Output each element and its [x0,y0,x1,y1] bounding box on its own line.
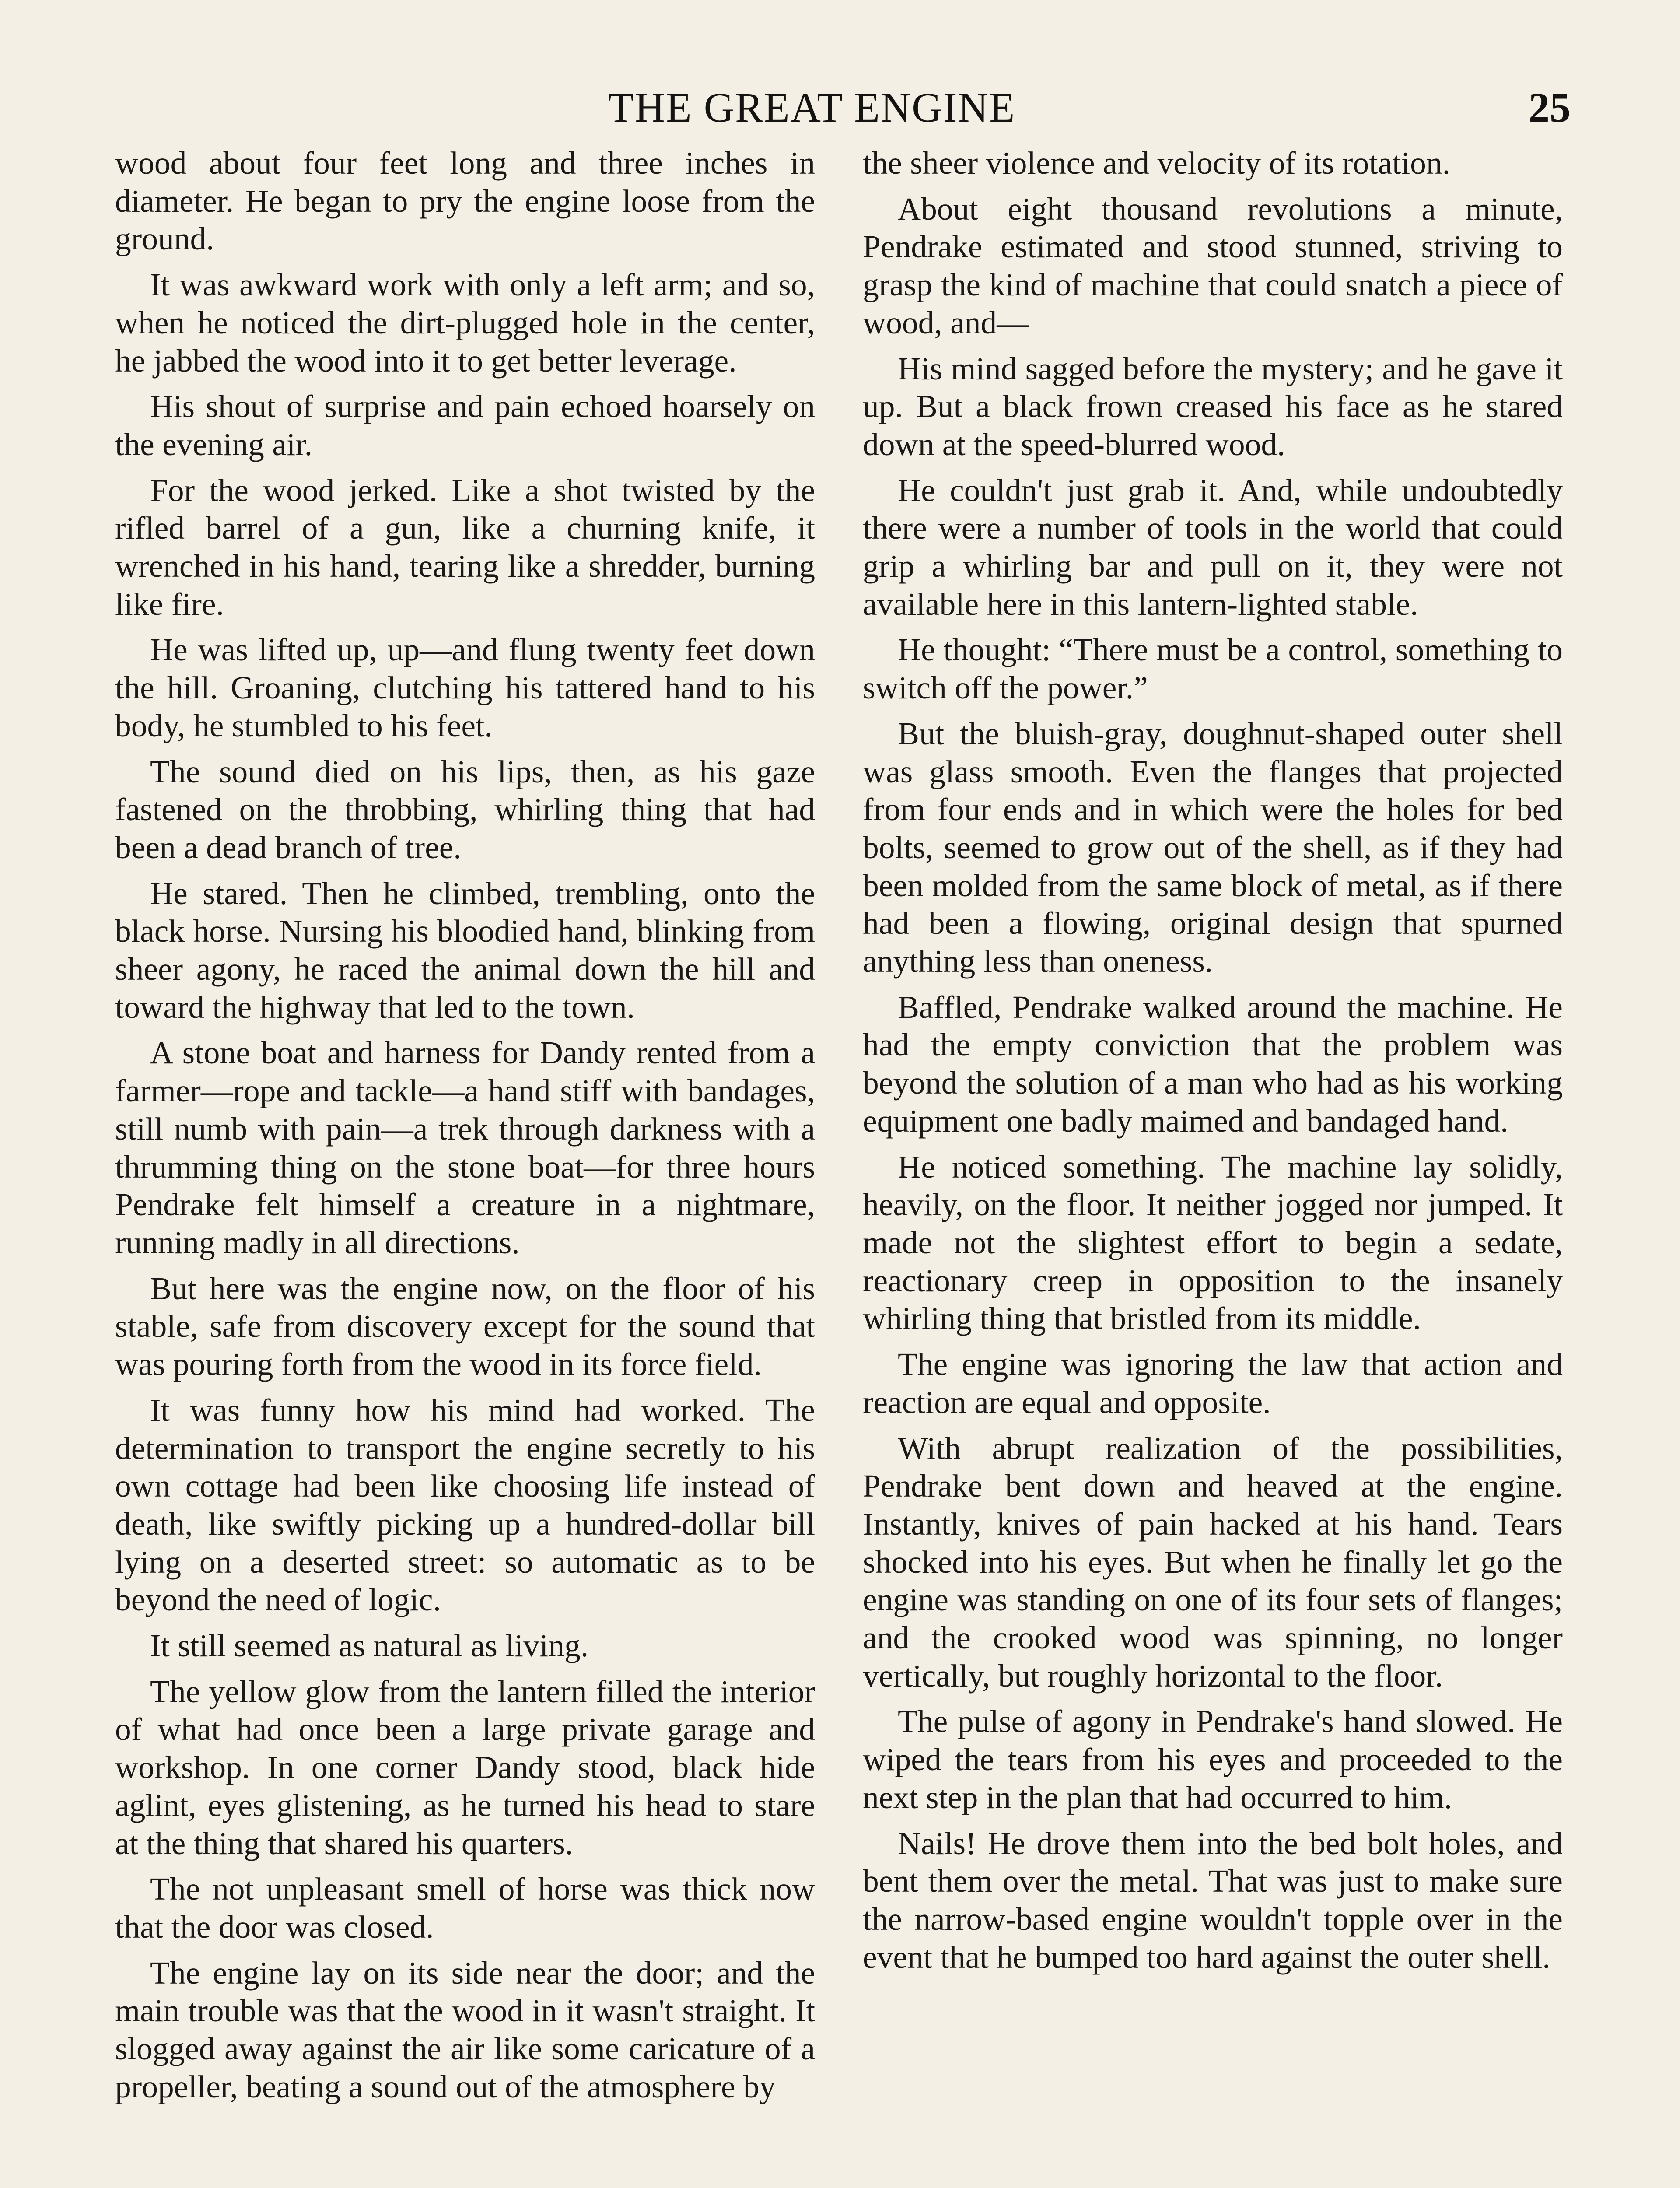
running-head [0,74,1680,136]
paragraph: He couldn't just grab it. And, while undoubtedly there were a number of tools in the world that could grip a whirling bar and pull on it, they were not available here in this lantern-lighted stable. [863,472,1563,622]
paragraph: With abrupt realization of the possibilities, Pendrake bent down and heaved at the engine. Instantly, knives of pain hacked at his hand. Tears shocked into his eyes. But when he finally let go the engine was standing on one of its four sets of flanges; and the crooked wood was spinning, no longer vertically, but roughly horizontal to the floor. [863,1430,1563,1694]
paragraph: The engine lay on its side near the door; and the main trouble was that the wood in it wasn't straight. It slogged away against the air like some caricature of a propeller, beating a sound out of the atmosphere by [115,1955,815,2104]
paragraph: But here was the engine now, on the floor of his stable, safe from discovery except for the sound that was pouring forth from the wood in its force field. [115,1270,815,1382]
paragraph: The sound died on his lips, then, as his gaze fastened on the throbbing, whirling thing that had been a dead branch of tree. [115,754,815,865]
right-column [863,144,1563,2188]
paragraph: the sheer violence and velocity of its rotation. [863,145,1450,181]
page-title: THE GREAT ENGINE [608,84,1016,131]
paragraph: About eight thousand revolutions a minute, Pendrake estimated and stood stunned, striving to grasp the kind of machine that could snatch a piece of wood, and— [863,191,1563,340]
paragraph: wood about four feet long and three inches in diameter. He began to pry the engine loose from the ground. [115,145,815,257]
paragraph: He noticed something. The machine lay solidly, heavily, on the floor. It neither jogged nor jumped. It made not the slightest effort to begin a sedate, reactionary creep in opposition to the insanely whirling thing that bristled from its middle. [863,1149,1563,1336]
paragraph: It was funny how his mind had worked. The determination to transport the engine secretly to his own cottage had been like choosing life instead of death, like swiftly picking up a hundred-dollar bill lying on a deserted street: so automatic as to be beyond the need of logic. [115,1392,815,1618]
paragraph: A stone boat and harness for Dandy rented from a farmer—rope and tackle—a hand stiff with bandages, still numb with pain—a trek through darkness with a thrumming thing on the stone boat—for three hours Pendrake felt himself a creature in a nightmare, running madly in all directions. [115,1035,815,1260]
paragraph: The engine was ignoring the law that action and reaction are equal and opposite. [863,1346,1563,1420]
paragraph: He stared. Then he climbed, trembling, onto the black horse. Nursing his bloodied hand, blinking from sheer agony, he raced the animal down the hill and toward the highway that led to the town. [115,875,815,1025]
page-number: 25 [1529,84,1571,131]
paragraph: For the wood jerked. Like a shot twisted by the rifled barrel of a gun, like a churning knife, it wrenched in his hand, tearing like a shredder, burning like fire. [115,472,815,622]
paragraph: The not unpleasant smell of horse was thick now that the door was closed. [115,1871,815,1945]
paragraph: Nails! He drove them into the bed bolt holes, and bent them over the metal. That was just to make sure the narrow-based engine wouldn't topple over in the event that he bumped too hard against the outer shell. [863,1825,1563,1975]
paragraph: Baffled, Pendrake walked around the machine. He had the empty conviction that the problem was beyond the solution of a man who had as his working equipment one badly maimed and bandaged hand. [863,989,1563,1139]
paragraph: It was awkward work with only a left arm; and so, when he noticed the dirt-plugged hole in the center, he jabbed the wood into it to get better leverage. [115,267,815,379]
left-column [115,144,815,2188]
paragraph: The yellow glow from the lantern filled the interior of what had once been a large private garage and workshop. In one corner Dandy stood, black hide aglint, eyes glistening, as he turned his head to stare at the thing that shared his quarters. [115,1673,815,1861]
paragraph: He was lifted up, up—and flung twenty feet down the hill. Groaning, clutching his tattered hand to his body, he stumbled to his feet. [115,632,815,743]
paragraph: It still seemed as natural as living. [150,1628,589,1664]
paragraph: His mind sagged before the mystery; and he gave it up. But a black frown creased his face as he stared down at the speed-blurred wood. [863,351,1563,462]
paragraph: His shout of surprise and pain echoed hoarsely on the evening air. [115,389,815,462]
paragraph: But the bluish-gray, doughnut-shaped outer shell was glass smooth. Even the flanges that projected from four ends and in which were the holes for bed bolts, seemed to grow out of the shell, as if they had been molded from the same block of metal, as if there had been a flowing, original design that spurned anything less than oneness. [863,715,1563,979]
paragraph: He thought: “There must be a control, something to switch off the power.” [863,632,1563,706]
paragraph: The pulse of agony in Pendrake's hand slowed. He wiped the tears from his eyes and proceeded to the next step in the plan that had occurred to him. [863,1704,1563,1815]
